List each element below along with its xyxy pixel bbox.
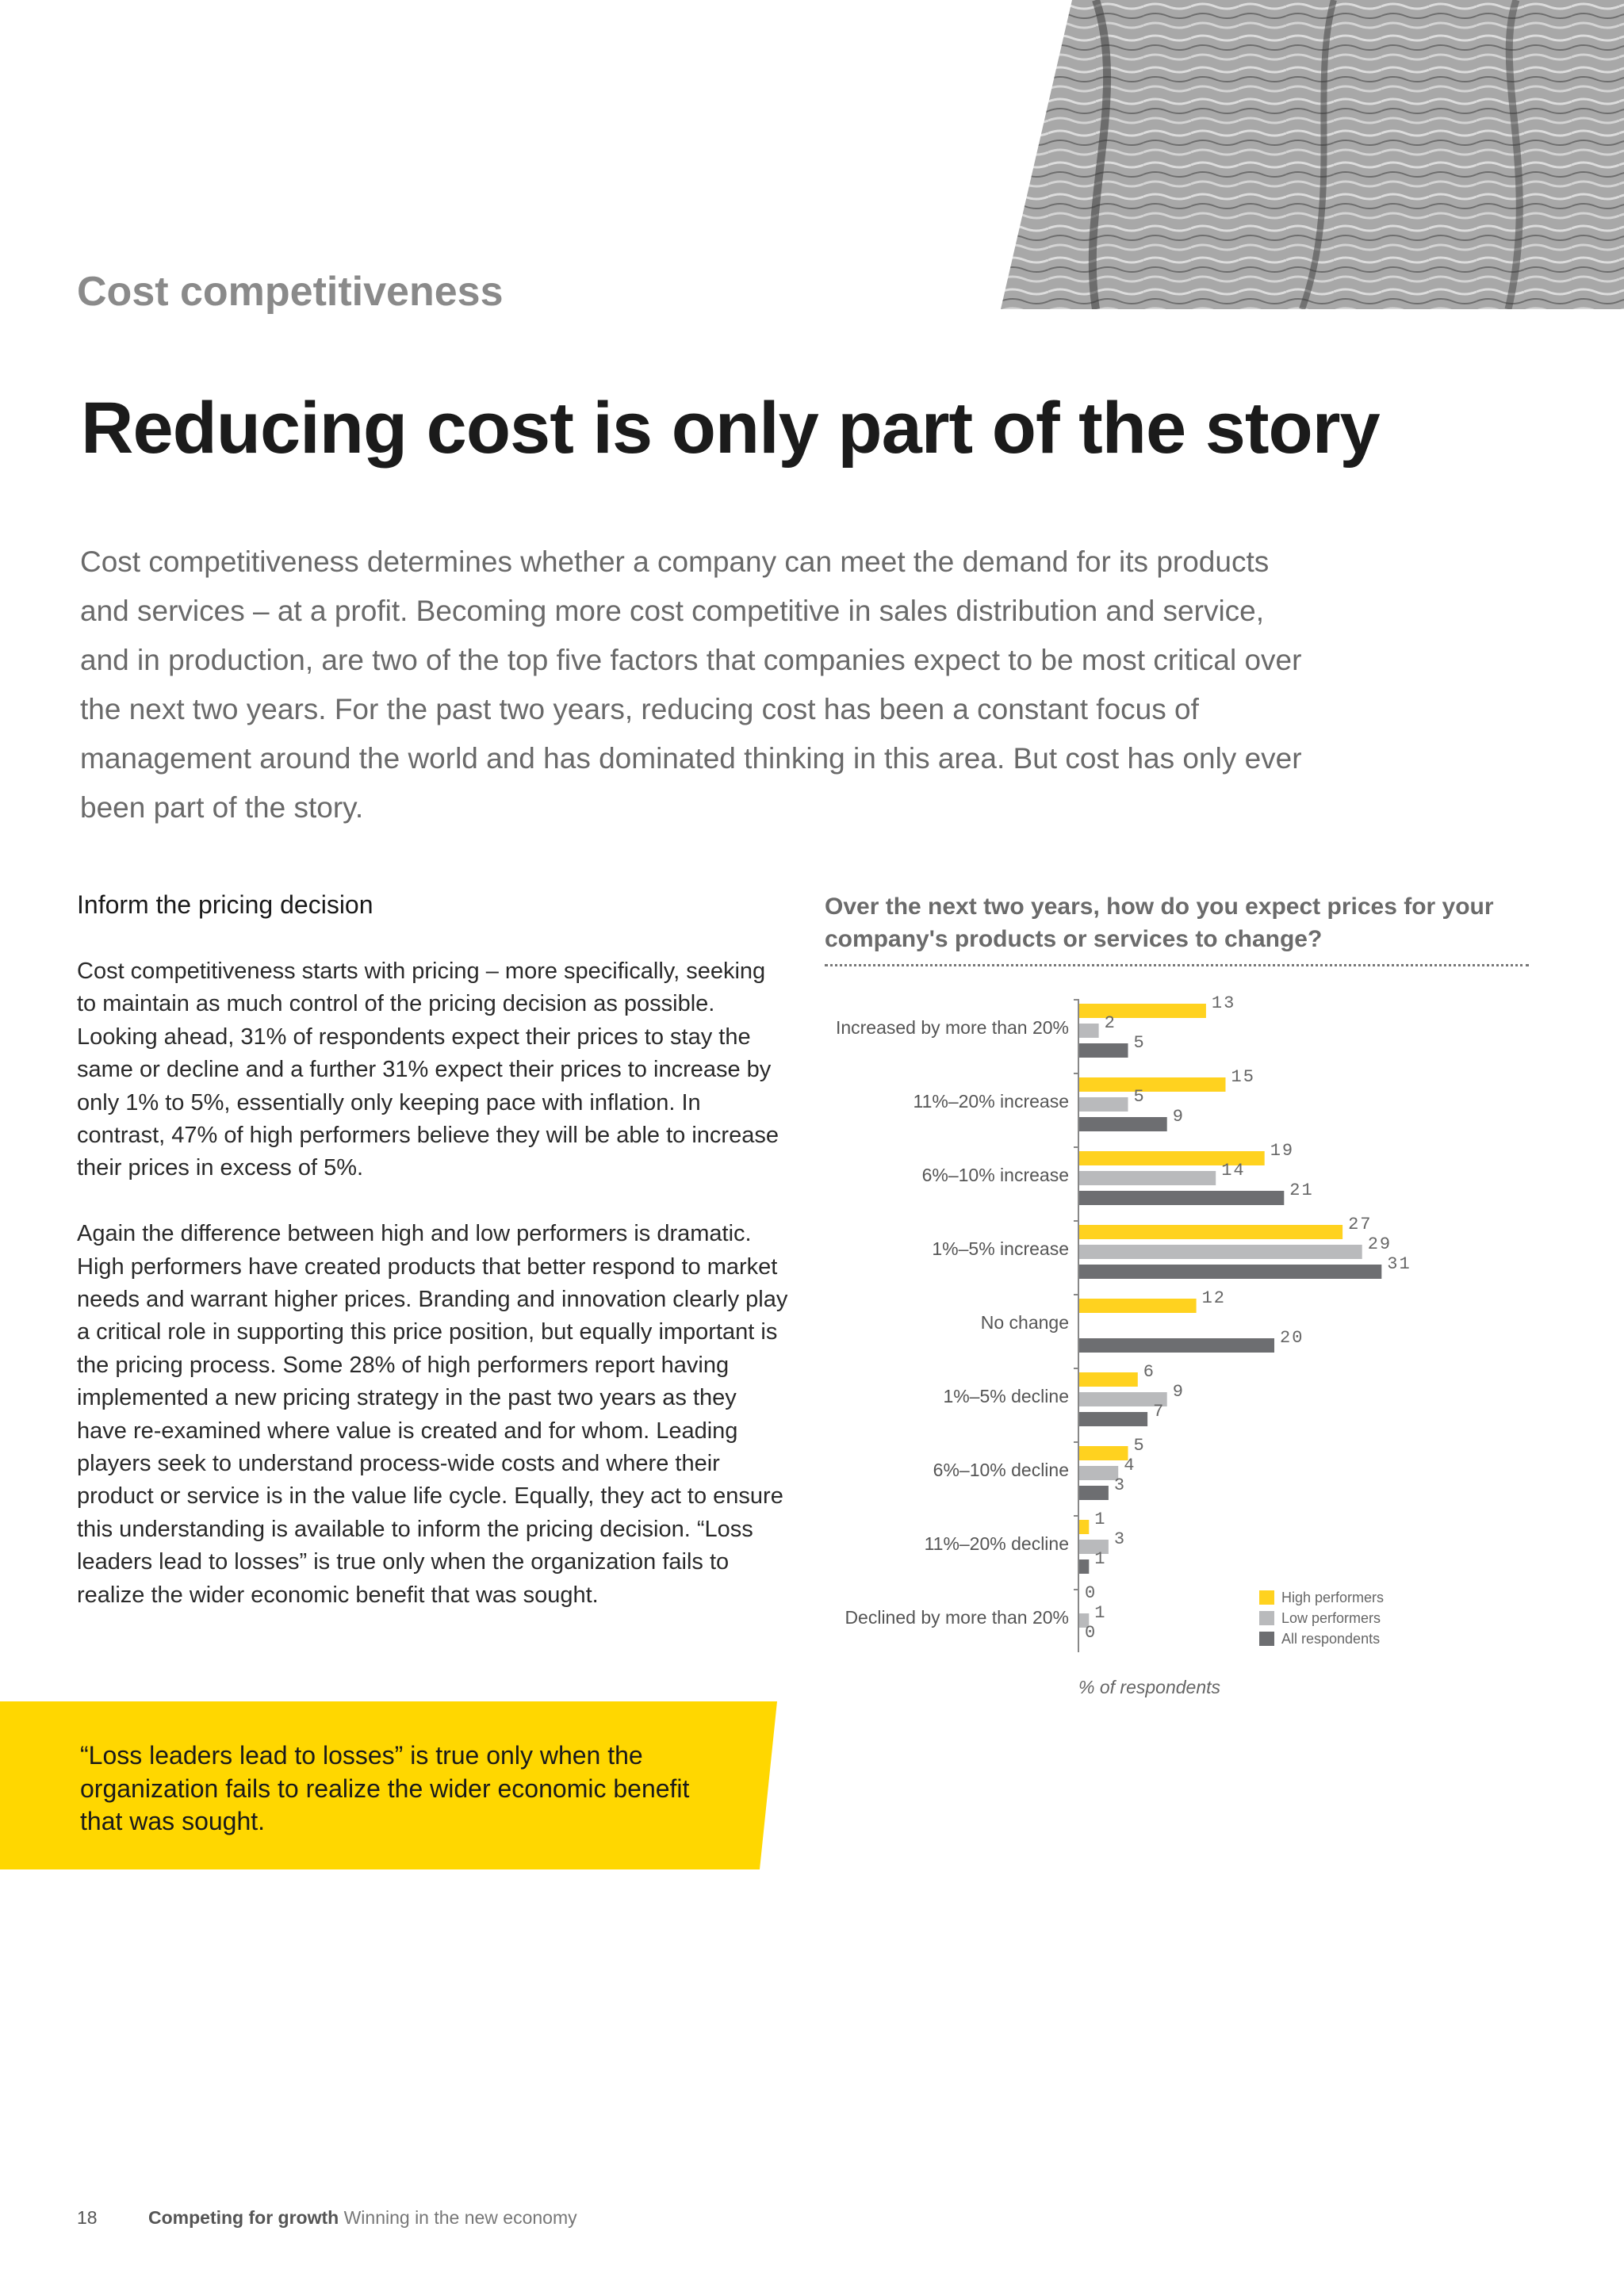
article-body <box>77 955 791 1645</box>
section-label: Cost competitiveness <box>77 269 504 315</box>
data-label: 0 <box>1085 1583 1097 1603</box>
chart-title-divider <box>825 964 1529 966</box>
data-label: 27 <box>1348 1215 1373 1234</box>
data-label: 19 <box>1270 1141 1295 1161</box>
data-label: 3 <box>1113 1475 1127 1495</box>
bar-high-performers <box>1079 1446 1128 1460</box>
legend-label: Low performers <box>1281 1610 1381 1626</box>
bar-low-performers <box>1079 1466 1118 1480</box>
article-subhead: Inform the pricing decision <box>77 890 373 919</box>
data-label: 12 <box>1201 1288 1227 1308</box>
data-label: 9 <box>1172 1382 1185 1402</box>
category-label: 1%–5% decline <box>943 1386 1069 1406</box>
category-label: 1%–5% increase <box>932 1238 1069 1259</box>
page-footer <box>77 2207 577 2229</box>
intro-paragraph: Cost competitiveness determines whether a company can meet the demand for its products and services – at a profit. Becoming more cost competitive in sales distribution and service, and in production, are two of the top five factors that companies expect to be most critical over the next two years. For the past two years, reducing cost has been a constant focus of management around the world and has dominated thinking in this area. But cost has only ever been part of the story. <box>80 545 1302 824</box>
bar-all-respondents <box>1079 1559 1089 1574</box>
category-label: 11%–20% decline <box>924 1533 1069 1554</box>
bar-low-performers <box>1079 1171 1216 1185</box>
x-axis-label: % of respondents <box>1078 1677 1221 1697</box>
data-label: 5 <box>1133 1033 1146 1053</box>
bar-all-respondents <box>1079 1117 1167 1131</box>
bar-high-performers <box>1079 1004 1206 1018</box>
category-label: 6%–10% decline <box>933 1460 1069 1480</box>
category-label: Declined by more than 20% <box>845 1607 1069 1628</box>
category-label: No change <box>980 1312 1069 1333</box>
article-paragraph: Cost competitiveness starts with pricing – more specifically, seeking to maintain as much control of the pricing decision as possible. Looking ahead, 31% of respondents expect their prices to stay the same or decline and a further 31% expect their prices to increase by only 1% to 5%, essentially only keeping pace with inflation. In contrast, 47% of high performers believe they will be able to increase their prices in excess of 5%. <box>77 959 779 1181</box>
data-label: 1 <box>1094 1603 1107 1623</box>
legend-label: High performers <box>1281 1590 1385 1605</box>
header-photo <box>1001 0 1624 309</box>
data-label: 1 <box>1094 1549 1107 1569</box>
data-label: 0 <box>1085 1623 1097 1643</box>
article-paragraph: Again the difference between high and low performers is dramatic. High performers have created products that better respond to market needs and warrant higher prices. Branding and innovation clearly play a critical role in supporting this price position, but equally important is the pricing process. Some 28% of high performers report having implemented a new pricing strategy in the past two years as they have re-examined where value is created and for whom. Leading players seek to understand process-wide costs and where their product or service is in the value life cycle. Equally, they act to ensure this understanding is available to inform the pricing decision. “Loss leaders lead to losses” is true only when the organization fails to realize the wider economic benefit that was sought. <box>77 1221 788 1608</box>
data-label: 2 <box>1104 1013 1116 1033</box>
page-title: Reducing cost is only part of the story <box>81 388 1380 469</box>
bar-high-performers <box>1079 1077 1226 1092</box>
legend-label: All respondents <box>1281 1631 1381 1647</box>
price-change-chart <box>825 983 1538 1712</box>
bar-all-respondents <box>1079 1412 1147 1426</box>
data-label: 14 <box>1221 1161 1246 1181</box>
data-label: 31 <box>1387 1254 1411 1274</box>
bar-all-respondents <box>1079 1338 1274 1353</box>
pull-quote: “Loss leaders lead to losses” is true only when the organization fails to realize the wider economic benefit that was sought. <box>80 1741 690 1835</box>
legend-swatch <box>1259 1590 1274 1605</box>
bar-all-respondents <box>1079 1043 1128 1058</box>
bar-high-performers <box>1079 1372 1138 1387</box>
category-label: Increased by more than 20% <box>835 1017 1069 1038</box>
bar-all-respondents <box>1079 1265 1381 1279</box>
bar-high-performers <box>1079 1520 1089 1534</box>
legend-swatch <box>1259 1632 1274 1646</box>
data-label: 29 <box>1367 1234 1392 1254</box>
data-label: 7 <box>1153 1402 1166 1422</box>
data-label: 13 <box>1211 993 1236 1013</box>
category-label: 6%–10% increase <box>921 1165 1069 1185</box>
data-label: 6 <box>1143 1362 1156 1382</box>
category-label: 11%–20% increase <box>913 1091 1069 1112</box>
data-label: 20 <box>1280 1328 1304 1348</box>
bar-low-performers <box>1079 1024 1099 1038</box>
data-label: 15 <box>1231 1067 1255 1087</box>
bar-high-performers <box>1079 1299 1197 1313</box>
page-number: 18 <box>77 2207 98 2228</box>
data-label: 5 <box>1133 1436 1146 1456</box>
legend-swatch <box>1259 1611 1274 1625</box>
bar-high-performers <box>1079 1225 1342 1239</box>
data-label: 3 <box>1113 1529 1127 1549</box>
bar-all-respondents <box>1079 1486 1109 1500</box>
bar-all-respondents <box>1079 1191 1284 1205</box>
data-label: 21 <box>1289 1181 1314 1200</box>
intro-text <box>80 538 1317 832</box>
data-label: 5 <box>1133 1087 1146 1107</box>
data-label: 4 <box>1124 1456 1136 1475</box>
data-label: 9 <box>1172 1107 1185 1127</box>
publication-subtitle: Winning in the new economy <box>343 2207 577 2228</box>
chart-title: Over the next two years, how do you expect prices for your company's products or services to change? <box>825 894 1494 952</box>
bar-low-performers <box>1079 1097 1128 1112</box>
data-label: 1 <box>1094 1510 1107 1529</box>
publication-name: Competing for growth <box>148 2207 339 2228</box>
bar-low-performers <box>1079 1245 1362 1259</box>
